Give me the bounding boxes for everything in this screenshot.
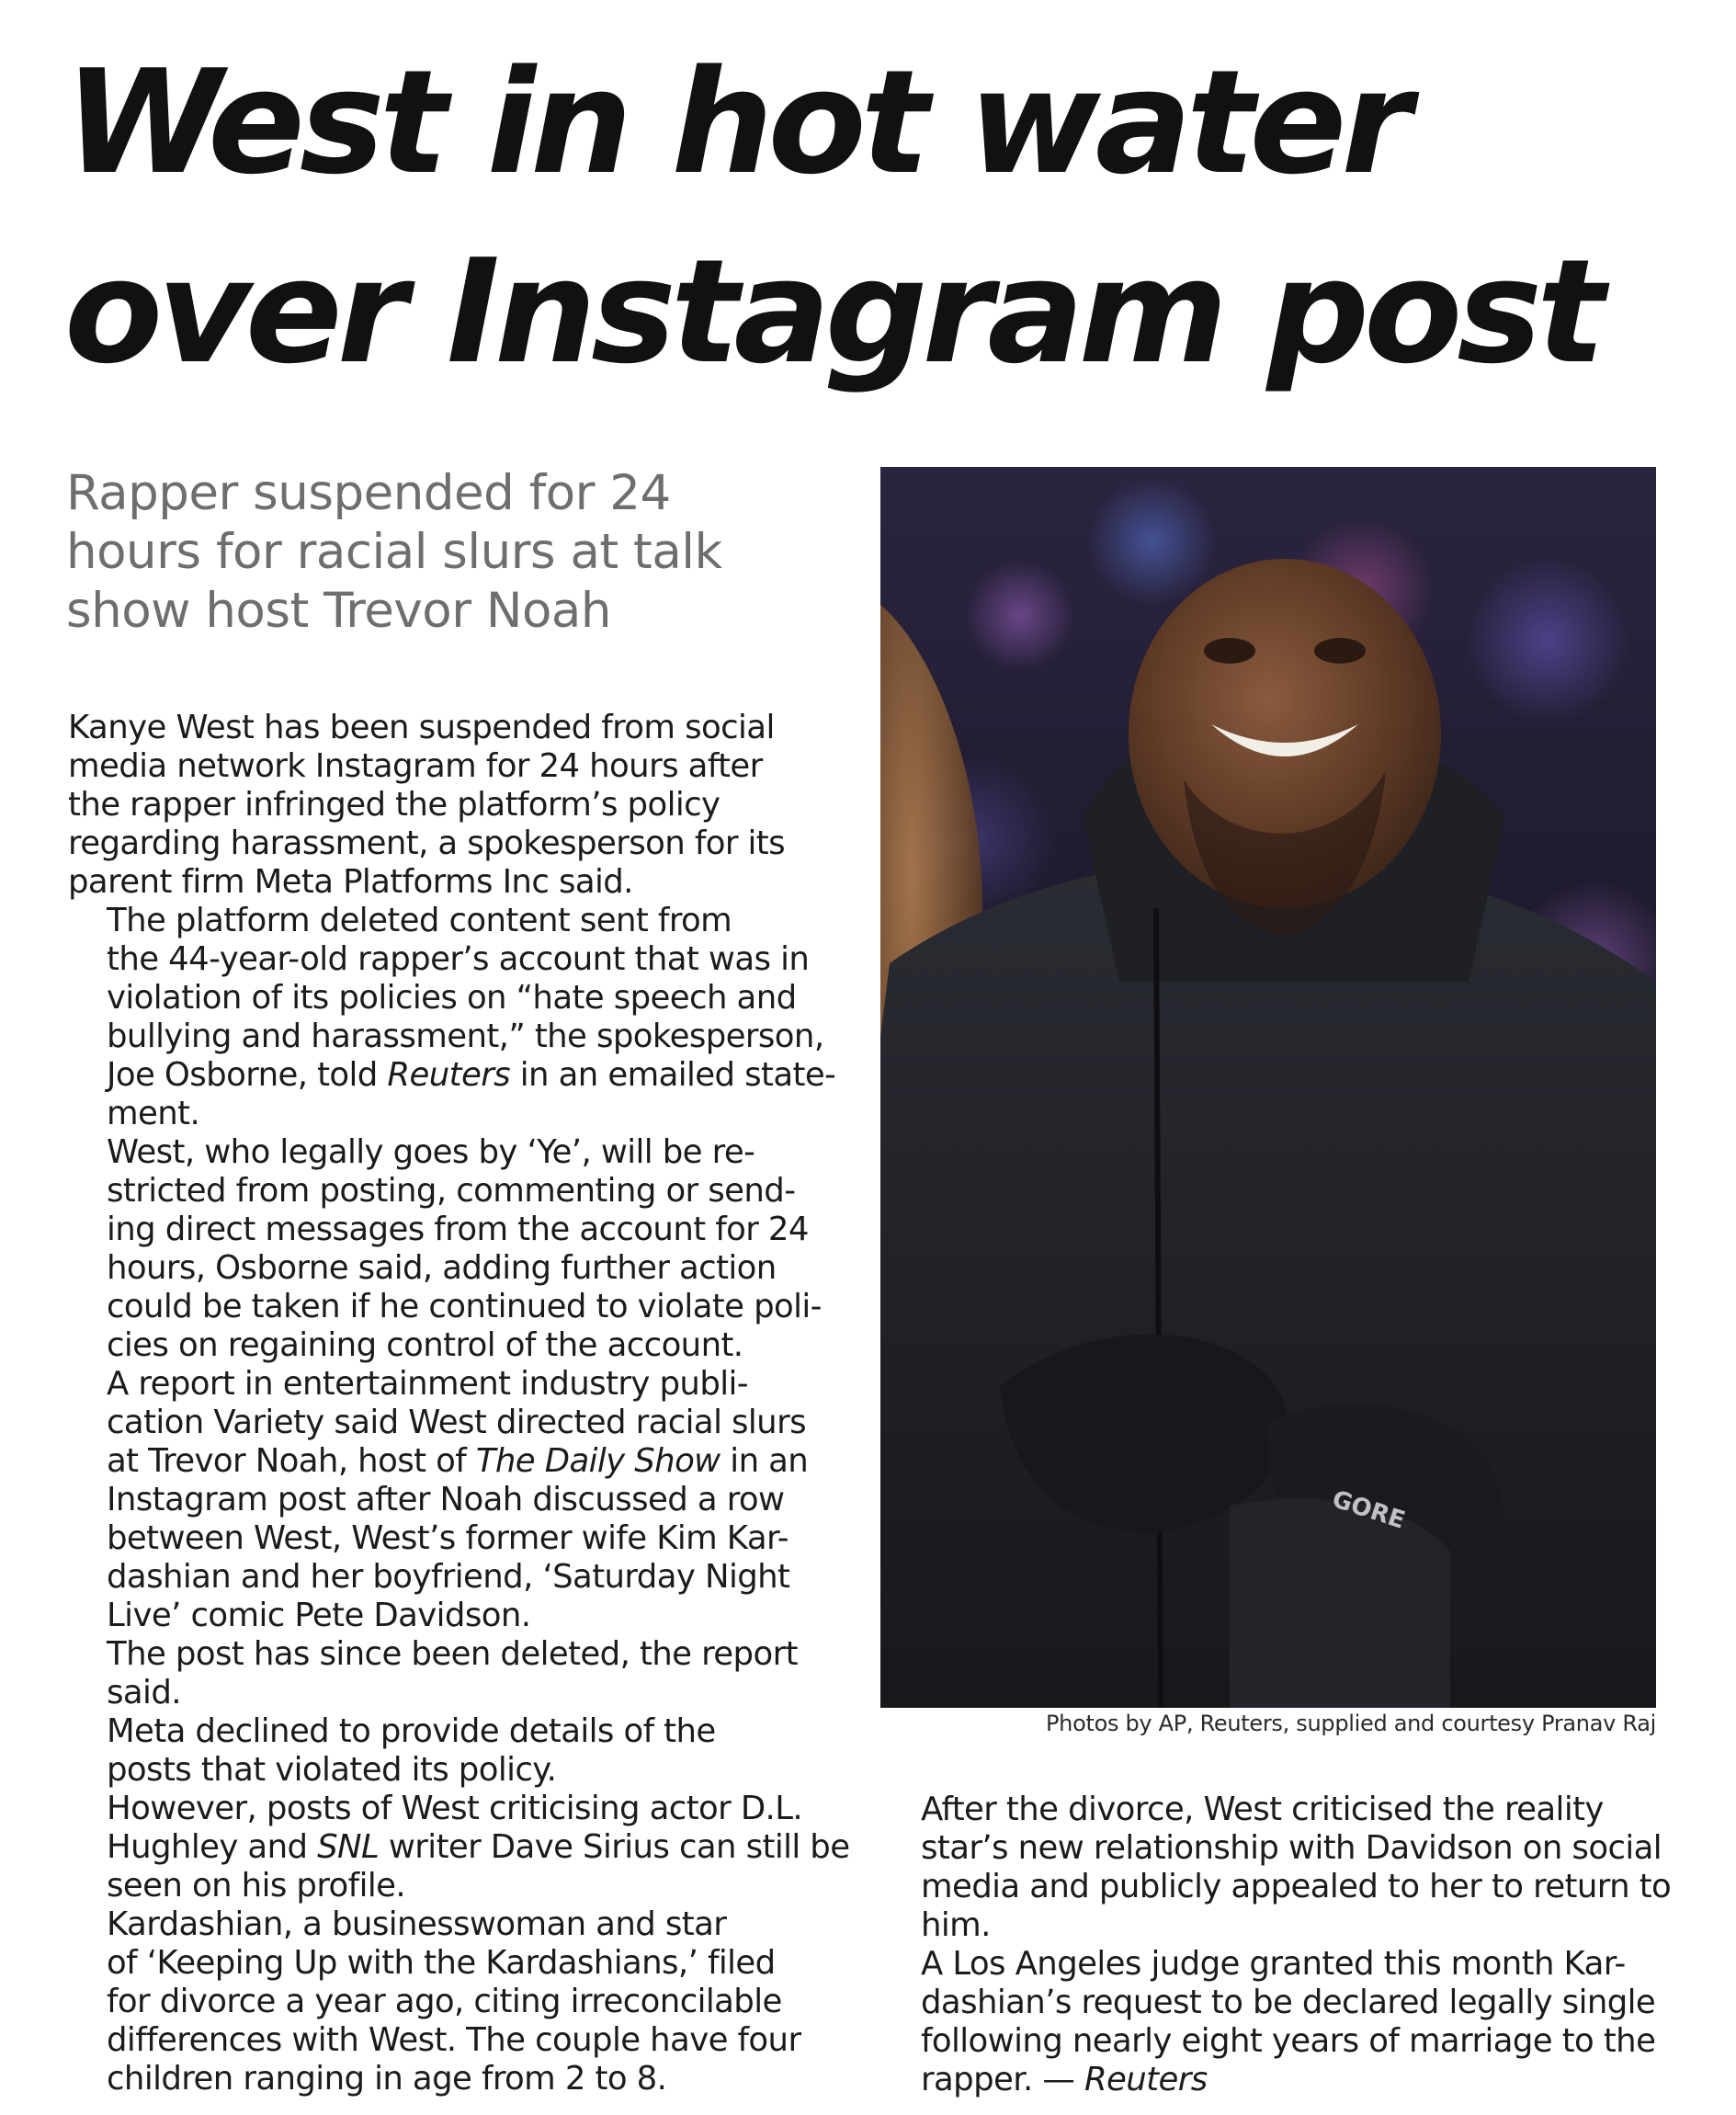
body-line: violation of its policies on “hate speech and bbox=[107, 979, 797, 1017]
body-line: differences with West. The couple have four bbox=[107, 2021, 801, 2059]
body-paragraph bbox=[68, 1790, 850, 1905]
body-line: bullying and harassment,” the spokesperson, bbox=[107, 1018, 824, 1055]
article-photo bbox=[880, 467, 1656, 1708]
body-line: children ranging in age from 2 to 8. bbox=[107, 2060, 667, 2098]
body-line: the rapper infringed the platform’s policy bbox=[68, 786, 720, 824]
body-line: seen on his profile. bbox=[107, 1867, 406, 1905]
body-line: Kardashian, a businesswoman and star bbox=[107, 1905, 727, 1943]
body-line: ing direct messages from the account for 24 bbox=[107, 1211, 809, 1248]
body-line: stricted from posting, commenting or send- bbox=[107, 1172, 796, 1210]
body-line: rapper. — Reuters bbox=[921, 2061, 1208, 2098]
standfirst-line-3: show host Trevor Noah bbox=[66, 583, 611, 639]
standfirst-line-1: Rapper suspended for 24 bbox=[66, 465, 671, 521]
photo-illustration bbox=[880, 467, 1656, 1708]
body-line: Meta declined to provide details of the bbox=[107, 1712, 716, 1750]
body-paragraph bbox=[68, 902, 836, 1133]
body-line: Joe Osborne, told Reuters in an emailed state- bbox=[107, 1056, 836, 1094]
body-line: parent firm Meta Platforms Inc said. bbox=[68, 863, 633, 901]
body-line: of ‘Keeping Up with the Kardashians,’ filed bbox=[107, 1944, 776, 1982]
body-line: star’s new relationship with Davidson on social bbox=[921, 1829, 1662, 1867]
body-paragraph bbox=[68, 1133, 831, 1365]
body-line: media network Instagram for 24 hours after bbox=[68, 747, 763, 785]
body-line: cies on regaining control of the account. bbox=[107, 1326, 743, 1364]
body-line: hours, Osborne said, adding further action bbox=[107, 1249, 777, 1287]
body-paragraph bbox=[68, 709, 831, 902]
photo-caption: Photos by AP, Reuters, supplied and courtesy Pranav Raj bbox=[1046, 1711, 1656, 1736]
body-line: After the divorce, West criticised the reality bbox=[921, 1791, 1604, 1828]
body-line: said. bbox=[107, 1674, 181, 1711]
body-paragraph bbox=[68, 1712, 831, 1790]
body-line: for divorce a year ago, citing irreconcilable bbox=[107, 1983, 782, 2020]
body-paragraph bbox=[68, 1905, 831, 2098]
glove-logo-text: GORE bbox=[1328, 1485, 1409, 1535]
body-paragraph bbox=[68, 1635, 831, 1712]
headline-line-1: West in hot water bbox=[64, 39, 1407, 206]
standfirst-line-2: hours for racial slurs at talk bbox=[66, 524, 722, 580]
body-line: dashian and her boyfriend, ‘Saturday Night bbox=[107, 1558, 790, 1596]
body-line: A report in entertainment industry publi- bbox=[107, 1365, 748, 1403]
body-line: West, who legally goes by ‘Ye’, will be re- bbox=[107, 1133, 755, 1171]
body-column-right bbox=[882, 1791, 1673, 2099]
body-line: ment. bbox=[107, 1095, 200, 1132]
body-line: dashian’s request to be declared legally single bbox=[921, 1984, 1656, 2021]
body-line: him. bbox=[921, 1906, 991, 1944]
body-paragraph bbox=[882, 1945, 1673, 2099]
body-line: media and publicly appealed to her to return to bbox=[921, 1868, 1672, 1905]
body-paragraph bbox=[68, 1365, 831, 1635]
headline-line-2: over Instagram post bbox=[64, 228, 1600, 395]
body-line: at Trevor Noah, host of The Daily Show in an bbox=[107, 1442, 809, 1480]
body-column-left bbox=[68, 709, 850, 2098]
body-line: The platform deleted content sent from bbox=[107, 902, 732, 939]
standfirst bbox=[66, 464, 857, 641]
body-paragraph bbox=[882, 1791, 1673, 1945]
body-line: cation Variety said West directed racial slurs bbox=[107, 1404, 806, 1441]
body-line: regarding harassment, a spokesperson for its bbox=[68, 824, 785, 862]
body-line: Instagram post after Noah discussed a row bbox=[107, 1481, 785, 1518]
body-line: the 44-year-old rapper’s account that was in bbox=[107, 940, 810, 978]
body-line: A Los Angeles judge granted this month Kar- bbox=[921, 1945, 1626, 1983]
body-line: could be taken if he continued to violate poli- bbox=[107, 1288, 822, 1325]
body-line: The post has since been deleted, the report bbox=[107, 1635, 798, 1673]
body-line: However, posts of West criticising actor D.L. bbox=[107, 1790, 803, 1827]
body-line: posts that violated its policy. bbox=[107, 1751, 557, 1789]
body-line: between West, West’s former wife Kim Kar- bbox=[107, 1519, 789, 1557]
body-line: Live’ comic Pete Davidson. bbox=[107, 1597, 531, 1634]
body-line: Kanye West has been suspended from social bbox=[68, 709, 775, 746]
body-line: Hughley and SNL writer Dave Sirius can still be bbox=[107, 1828, 850, 1866]
headline bbox=[64, 28, 1682, 406]
body-line: following nearly eight years of marriage to the bbox=[921, 2022, 1656, 2060]
